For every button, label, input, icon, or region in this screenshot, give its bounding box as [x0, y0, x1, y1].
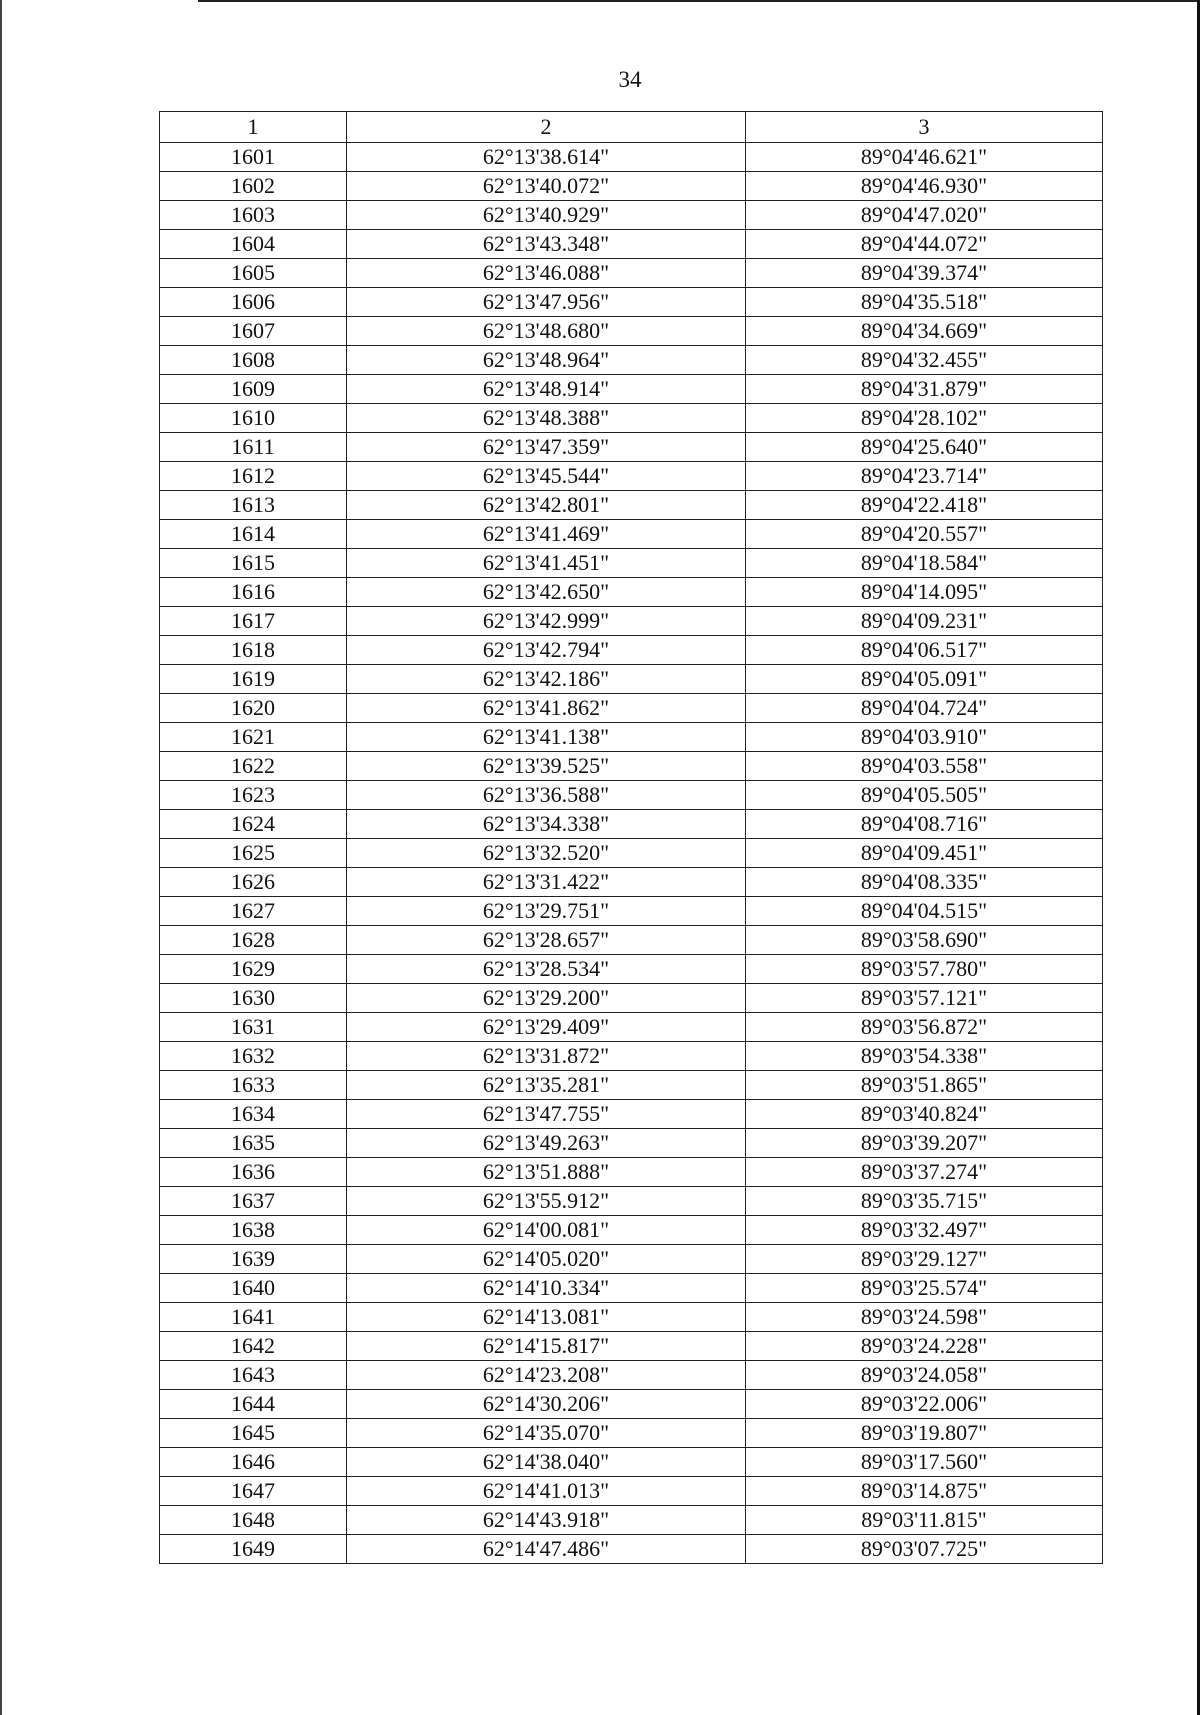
cell-latitude: 62°13'31.872" — [347, 1042, 746, 1071]
header-cell-latitude: 2 — [347, 112, 746, 143]
cell-latitude: 62°14'41.013" — [347, 1477, 746, 1506]
table-body — [160, 143, 1103, 1564]
table-row — [160, 346, 1103, 375]
cell-latitude: 62°14'38.040" — [347, 1448, 746, 1477]
table-row — [160, 433, 1103, 462]
table-row — [160, 549, 1103, 578]
table-row — [160, 810, 1103, 839]
cell-longitude: 89°04'20.557" — [746, 520, 1103, 549]
cell-point-number: 1623 — [160, 781, 347, 810]
cell-latitude: 62°13'41.451" — [347, 549, 746, 578]
cell-point-number: 1648 — [160, 1506, 347, 1535]
cell-latitude: 62°13'28.534" — [347, 955, 746, 984]
table-row — [160, 1332, 1103, 1361]
table-row — [160, 1535, 1103, 1564]
cell-latitude: 62°13'46.088" — [347, 259, 746, 288]
cell-latitude: 62°13'40.072" — [347, 172, 746, 201]
cell-point-number: 1641 — [160, 1303, 347, 1332]
table-row — [160, 1477, 1103, 1506]
cell-point-number: 1647 — [160, 1477, 347, 1506]
cell-latitude: 62°13'39.525" — [347, 752, 746, 781]
table-row — [160, 201, 1103, 230]
cell-longitude: 89°04'09.231" — [746, 607, 1103, 636]
cell-point-number: 1642 — [160, 1332, 347, 1361]
cell-point-number: 1632 — [160, 1042, 347, 1071]
header-cell-point-number: 1 — [160, 112, 347, 143]
cell-latitude: 62°13'42.801" — [347, 491, 746, 520]
cell-longitude: 89°04'39.374" — [746, 259, 1103, 288]
cell-latitude: 62°13'42.650" — [347, 578, 746, 607]
cell-longitude: 89°04'05.091" — [746, 665, 1103, 694]
cell-longitude: 89°04'31.879" — [746, 375, 1103, 404]
cell-point-number: 1649 — [160, 1535, 347, 1564]
cell-longitude: 89°03'24.058" — [746, 1361, 1103, 1390]
cell-longitude: 89°03'40.824" — [746, 1100, 1103, 1129]
cell-longitude: 89°04'08.335" — [746, 868, 1103, 897]
cell-latitude: 62°14'13.081" — [347, 1303, 746, 1332]
cell-latitude: 62°13'47.359" — [347, 433, 746, 462]
table-row — [160, 1419, 1103, 1448]
table-row — [160, 752, 1103, 781]
table-row — [160, 984, 1103, 1013]
table-row — [160, 172, 1103, 201]
cell-point-number: 1638 — [160, 1216, 347, 1245]
cell-point-number: 1625 — [160, 839, 347, 868]
cell-point-number: 1611 — [160, 433, 347, 462]
cell-longitude: 89°03'57.121" — [746, 984, 1103, 1013]
cell-point-number: 1619 — [160, 665, 347, 694]
cell-point-number: 1629 — [160, 955, 347, 984]
table-row — [160, 781, 1103, 810]
cell-longitude: 89°03'24.228" — [746, 1332, 1103, 1361]
cell-point-number: 1622 — [160, 752, 347, 781]
cell-latitude: 62°13'48.964" — [347, 346, 746, 375]
cell-longitude: 89°03'22.006" — [746, 1390, 1103, 1419]
cell-longitude: 89°03'39.207" — [746, 1129, 1103, 1158]
cell-latitude: 62°14'23.208" — [347, 1361, 746, 1390]
cell-point-number: 1614 — [160, 520, 347, 549]
cell-longitude: 89°04'08.716" — [746, 810, 1103, 839]
cell-point-number: 1612 — [160, 462, 347, 491]
cell-point-number: 1644 — [160, 1390, 347, 1419]
cell-point-number: 1608 — [160, 346, 347, 375]
table-row — [160, 926, 1103, 955]
cell-latitude: 62°13'34.338" — [347, 810, 746, 839]
cell-point-number: 1609 — [160, 375, 347, 404]
table-row — [160, 1187, 1103, 1216]
cell-longitude: 89°04'05.505" — [746, 781, 1103, 810]
cell-latitude: 62°13'29.200" — [347, 984, 746, 1013]
table-row — [160, 1390, 1103, 1419]
cell-point-number: 1640 — [160, 1274, 347, 1303]
table-row — [160, 230, 1103, 259]
cell-point-number: 1605 — [160, 259, 347, 288]
cell-latitude: 62°13'49.263" — [347, 1129, 746, 1158]
scan-top-rule — [198, 0, 1200, 2]
cell-latitude: 62°14'47.486" — [347, 1535, 746, 1564]
cell-point-number: 1645 — [160, 1419, 347, 1448]
cell-latitude: 62°13'51.888" — [347, 1158, 746, 1187]
cell-longitude: 89°03'14.875" — [746, 1477, 1103, 1506]
cell-point-number: 1626 — [160, 868, 347, 897]
cell-latitude: 62°14'35.070" — [347, 1419, 746, 1448]
cell-longitude: 89°03'58.690" — [746, 926, 1103, 955]
cell-point-number: 1628 — [160, 926, 347, 955]
table-row — [160, 1245, 1103, 1274]
cell-point-number: 1618 — [160, 636, 347, 665]
cell-longitude: 89°04'46.930" — [746, 172, 1103, 201]
cell-latitude: 62°13'29.751" — [347, 897, 746, 926]
cell-point-number: 1607 — [160, 317, 347, 346]
cell-point-number: 1610 — [160, 404, 347, 433]
table-row — [160, 1013, 1103, 1042]
cell-longitude: 89°03'19.807" — [746, 1419, 1103, 1448]
cell-longitude: 89°03'56.872" — [746, 1013, 1103, 1042]
header-cell-longitude: 3 — [746, 112, 1103, 143]
coordinates-table — [159, 111, 1103, 1564]
table-row — [160, 1129, 1103, 1158]
table-row — [160, 723, 1103, 752]
cell-point-number: 1637 — [160, 1187, 347, 1216]
table-row — [160, 636, 1103, 665]
table-row — [160, 404, 1103, 433]
cell-latitude: 62°13'29.409" — [347, 1013, 746, 1042]
cell-longitude: 89°03'29.127" — [746, 1245, 1103, 1274]
cell-longitude: 89°04'03.910" — [746, 723, 1103, 752]
cell-longitude: 89°03'54.338" — [746, 1042, 1103, 1071]
cell-latitude: 62°13'47.956" — [347, 288, 746, 317]
cell-point-number: 1624 — [160, 810, 347, 839]
cell-point-number: 1617 — [160, 607, 347, 636]
table-header — [160, 112, 1103, 143]
cell-latitude: 62°13'43.348" — [347, 230, 746, 259]
cell-point-number: 1627 — [160, 897, 347, 926]
cell-point-number: 1635 — [160, 1129, 347, 1158]
cell-latitude: 62°13'36.588" — [347, 781, 746, 810]
table-row — [160, 1158, 1103, 1187]
cell-point-number: 1606 — [160, 288, 347, 317]
table-row — [160, 694, 1103, 723]
cell-point-number: 1603 — [160, 201, 347, 230]
cell-longitude: 89°04'23.714" — [746, 462, 1103, 491]
cell-point-number: 1646 — [160, 1448, 347, 1477]
cell-point-number: 1643 — [160, 1361, 347, 1390]
cell-longitude: 89°04'35.518" — [746, 288, 1103, 317]
cell-longitude: 89°04'47.020" — [746, 201, 1103, 230]
cell-longitude: 89°03'11.815" — [746, 1506, 1103, 1535]
cell-longitude: 89°03'07.725" — [746, 1535, 1103, 1564]
cell-latitude: 62°13'42.999" — [347, 607, 746, 636]
cell-longitude: 89°04'28.102" — [746, 404, 1103, 433]
cell-longitude: 89°04'14.095" — [746, 578, 1103, 607]
cell-longitude: 89°04'25.640" — [746, 433, 1103, 462]
cell-latitude: 62°13'47.755" — [347, 1100, 746, 1129]
table-row — [160, 259, 1103, 288]
cell-longitude: 89°04'06.517" — [746, 636, 1103, 665]
table-row — [160, 578, 1103, 607]
table-row — [160, 1448, 1103, 1477]
table-row — [160, 607, 1103, 636]
header-row — [160, 112, 1103, 143]
cell-latitude: 62°13'28.657" — [347, 926, 746, 955]
cell-latitude: 62°13'38.614" — [347, 143, 746, 172]
cell-longitude: 89°04'32.455" — [746, 346, 1103, 375]
table-row — [160, 1042, 1103, 1071]
cell-longitude: 89°03'57.780" — [746, 955, 1103, 984]
cell-latitude: 62°13'42.794" — [347, 636, 746, 665]
cell-longitude: 89°03'25.574" — [746, 1274, 1103, 1303]
cell-latitude: 62°14'15.817" — [347, 1332, 746, 1361]
cell-longitude: 89°03'37.274" — [746, 1158, 1103, 1187]
cell-point-number: 1636 — [160, 1158, 347, 1187]
table-row — [160, 1274, 1103, 1303]
table-row — [160, 1506, 1103, 1535]
cell-latitude: 62°13'48.388" — [347, 404, 746, 433]
cell-latitude: 62°13'42.186" — [347, 665, 746, 694]
table-row — [160, 897, 1103, 926]
cell-longitude: 89°04'34.669" — [746, 317, 1103, 346]
cell-longitude: 89°04'18.584" — [746, 549, 1103, 578]
cell-latitude: 62°13'48.914" — [347, 375, 746, 404]
cell-point-number: 1634 — [160, 1100, 347, 1129]
cell-longitude: 89°03'32.497" — [746, 1216, 1103, 1245]
cell-latitude: 62°14'30.206" — [347, 1390, 746, 1419]
table-row — [160, 665, 1103, 694]
table-row — [160, 317, 1103, 346]
cell-latitude: 62°13'48.680" — [347, 317, 746, 346]
cell-point-number: 1602 — [160, 172, 347, 201]
cell-point-number: 1631 — [160, 1013, 347, 1042]
table-row — [160, 520, 1103, 549]
cell-latitude: 62°13'41.862" — [347, 694, 746, 723]
table-row — [160, 1100, 1103, 1129]
table-row — [160, 491, 1103, 520]
cell-point-number: 1601 — [160, 143, 347, 172]
table-row — [160, 288, 1103, 317]
cell-longitude: 89°03'24.598" — [746, 1303, 1103, 1332]
cell-latitude: 62°13'35.281" — [347, 1071, 746, 1100]
cell-latitude: 62°13'32.520" — [347, 839, 746, 868]
cell-latitude: 62°13'45.544" — [347, 462, 746, 491]
table-row — [160, 1303, 1103, 1332]
cell-point-number: 1639 — [160, 1245, 347, 1274]
cell-longitude: 89°03'17.560" — [746, 1448, 1103, 1477]
table-row — [160, 1216, 1103, 1245]
scan-left-edge — [0, 0, 2, 1715]
cell-point-number: 1633 — [160, 1071, 347, 1100]
table-row — [160, 868, 1103, 897]
cell-latitude: 62°14'00.081" — [347, 1216, 746, 1245]
table-row — [160, 462, 1103, 491]
table-row — [160, 1361, 1103, 1390]
cell-longitude: 89°04'46.621" — [746, 143, 1103, 172]
table-row — [160, 375, 1103, 404]
cell-longitude: 89°03'35.715" — [746, 1187, 1103, 1216]
table-row — [160, 839, 1103, 868]
cell-latitude: 62°13'41.138" — [347, 723, 746, 752]
cell-point-number: 1630 — [160, 984, 347, 1013]
cell-longitude: 89°04'04.724" — [746, 694, 1103, 723]
page-number: 34 — [618, 67, 642, 92]
cell-latitude: 62°13'55.912" — [347, 1187, 746, 1216]
cell-longitude: 89°04'44.072" — [746, 230, 1103, 259]
cell-point-number: 1616 — [160, 578, 347, 607]
cell-latitude: 62°14'10.334" — [347, 1274, 746, 1303]
cell-point-number: 1604 — [160, 230, 347, 259]
cell-latitude: 62°13'41.469" — [347, 520, 746, 549]
cell-latitude: 62°14'43.918" — [347, 1506, 746, 1535]
cell-latitude: 62°13'40.929" — [347, 201, 746, 230]
cell-point-number: 1613 — [160, 491, 347, 520]
table-row — [160, 143, 1103, 172]
cell-longitude: 89°03'51.865" — [746, 1071, 1103, 1100]
cell-point-number: 1615 — [160, 549, 347, 578]
cell-latitude: 62°13'31.422" — [347, 868, 746, 897]
cell-longitude: 89°04'09.451" — [746, 839, 1103, 868]
cell-point-number: 1621 — [160, 723, 347, 752]
cell-point-number: 1620 — [160, 694, 347, 723]
cell-longitude: 89°04'04.515" — [746, 897, 1103, 926]
table-row — [160, 955, 1103, 984]
cell-latitude: 62°14'05.020" — [347, 1245, 746, 1274]
cell-longitude: 89°04'03.558" — [746, 752, 1103, 781]
table-row — [160, 1071, 1103, 1100]
cell-longitude: 89°04'22.418" — [746, 491, 1103, 520]
